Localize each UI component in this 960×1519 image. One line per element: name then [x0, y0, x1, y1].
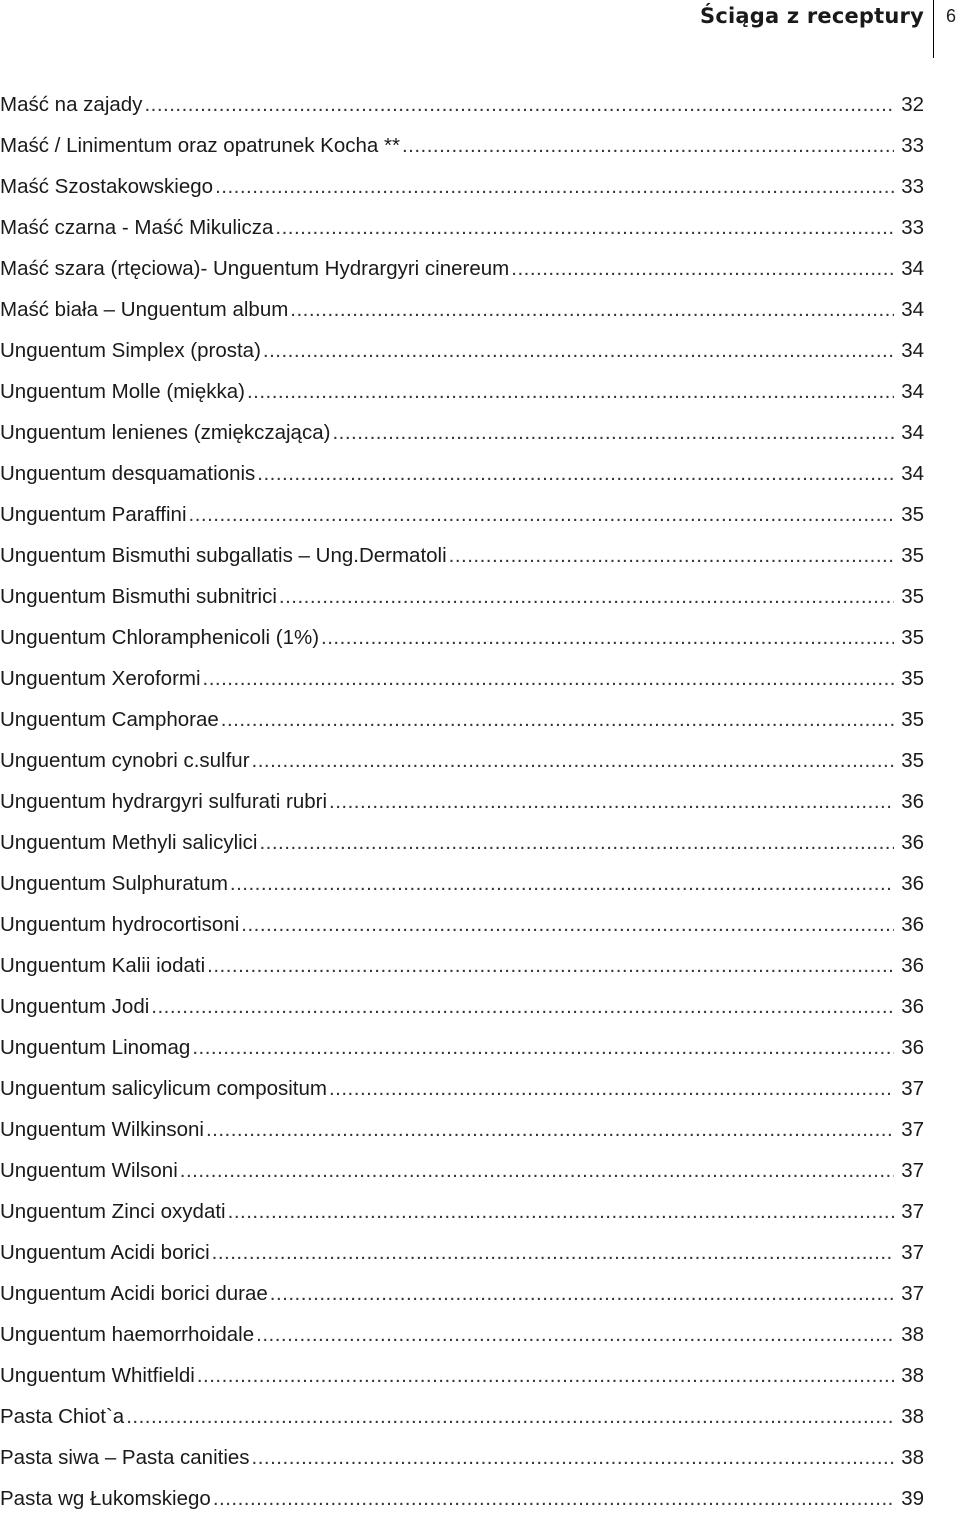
toc-dot-leader: [321, 617, 894, 658]
toc-entry[interactable]: [0, 617, 924, 658]
toc-entry-page: 38: [901, 1405, 924, 1428]
toc-entry-label: Pasta wg Łukomskiego: [0, 1487, 211, 1510]
toc-entry[interactable]: [0, 1027, 924, 1068]
toc-dot-leader: [329, 781, 894, 822]
toc-entry-label: Unguentum Xeroformi: [0, 667, 201, 690]
toc-entry[interactable]: [0, 371, 924, 412]
toc-dot-leader: [192, 1027, 894, 1068]
toc-entry[interactable]: [0, 1437, 924, 1478]
toc-dot-leader: [275, 207, 894, 248]
toc-entry-page: 39: [901, 1487, 924, 1510]
toc-entry-page: 37: [901, 1118, 924, 1141]
toc-entry-label: Unguentum Whitfieldi: [0, 1364, 195, 1387]
toc-entry-label: Unguentum Paraffini: [0, 503, 187, 526]
toc-dot-leader: [257, 453, 894, 494]
toc-entry[interactable]: [0, 986, 924, 1027]
toc-entry-page: 34: [901, 298, 924, 321]
toc-dot-leader: [279, 576, 894, 617]
toc-entry[interactable]: [0, 1314, 924, 1355]
toc-dot-leader: [259, 822, 894, 863]
toc-dot-leader: [270, 1273, 894, 1314]
toc-entry-page: 34: [901, 339, 924, 362]
toc-entry-page: 37: [901, 1241, 924, 1264]
table-of-contents: [0, 84, 924, 1519]
toc-entry-page: 32: [901, 93, 924, 116]
toc-entry-page: 35: [901, 544, 924, 567]
toc-entry-page: 36: [901, 872, 924, 895]
toc-entry[interactable]: [0, 1478, 924, 1519]
toc-entry-page: 37: [901, 1200, 924, 1223]
toc-entry[interactable]: [0, 289, 924, 330]
toc-entry[interactable]: [0, 207, 924, 248]
toc-entry[interactable]: [0, 699, 924, 740]
toc-entry-label: Pasta Chiot`a: [0, 1405, 125, 1428]
toc-dot-leader: [329, 1068, 894, 1109]
toc-entry-page: 35: [901, 626, 924, 649]
toc-entry[interactable]: [0, 863, 924, 904]
toc-entry[interactable]: [0, 1355, 924, 1396]
toc-entry-label: Maść / Linimentum oraz opatrunek Kocha **: [0, 134, 400, 157]
toc-dot-leader: [252, 740, 894, 781]
toc-dot-leader: [252, 1437, 894, 1478]
toc-entry[interactable]: [0, 781, 924, 822]
toc-entry[interactable]: [0, 494, 924, 535]
toc-entry[interactable]: [0, 1068, 924, 1109]
toc-dot-leader: [221, 699, 894, 740]
toc-dot-leader: [256, 1314, 894, 1355]
toc-dot-leader: [213, 1478, 894, 1519]
toc-entry-page: 34: [901, 421, 924, 444]
toc-dot-leader: [189, 494, 894, 535]
toc-dot-leader: [203, 658, 894, 699]
toc-entry-label: Maść Szostakowskiego: [0, 175, 214, 198]
toc-entry[interactable]: [0, 248, 924, 289]
toc-dot-leader: [206, 1109, 894, 1150]
toc-entry-page: 34: [901, 257, 924, 280]
toc-entry-label: Unguentum hydrocortisoni: [0, 913, 240, 936]
toc-entry-label: Unguentum Acidi borici: [0, 1241, 210, 1264]
toc-entry-page: 37: [901, 1282, 924, 1305]
toc-entry[interactable]: [0, 945, 924, 986]
toc-entry-page: 35: [901, 503, 924, 526]
toc-entry[interactable]: [0, 1191, 924, 1232]
toc-entry-label: Maść na zajady: [0, 93, 143, 116]
toc-dot-leader: [151, 986, 894, 1027]
toc-entry[interactable]: [0, 453, 924, 494]
toc-dot-leader: [290, 289, 894, 330]
toc-dot-leader: [449, 535, 894, 576]
toc-entry-label: Unguentum Camphorae: [0, 708, 219, 731]
toc-entry-page: 34: [901, 380, 924, 403]
toc-entry-page: 37: [901, 1077, 924, 1100]
toc-entry[interactable]: [0, 576, 924, 617]
toc-entry-page: 38: [901, 1364, 924, 1387]
toc-entry-label: Unguentum Bismuthi subnitrici: [0, 585, 277, 608]
toc-dot-leader: [207, 945, 894, 986]
toc-entry-page: 33: [901, 134, 924, 157]
toc-entry[interactable]: [0, 166, 924, 207]
toc-dot-leader: [215, 166, 894, 207]
toc-entry[interactable]: [0, 412, 924, 453]
toc-entry[interactable]: [0, 1150, 924, 1191]
toc-entry-label: Unguentum Jodi: [0, 995, 150, 1018]
toc-dot-leader: [197, 1355, 894, 1396]
header-title: Ściąga z receptury: [700, 4, 924, 28]
toc-dot-leader: [263, 330, 894, 371]
toc-entry-label: Unguentum hydrargyri sulfurati rubri: [0, 790, 327, 813]
toc-entry-page: 36: [901, 954, 924, 977]
toc-entry-label: Unguentum Chloramphenicoli (1%): [0, 626, 320, 649]
toc-entry-label: Unguentum lenienes (zmiękczająca): [0, 421, 331, 444]
toc-entry-page: 33: [901, 216, 924, 239]
toc-entry[interactable]: [0, 330, 924, 371]
toc-entry-page: 35: [901, 585, 924, 608]
toc-entry[interactable]: [0, 125, 924, 166]
toc-entry-label: Unguentum haemorrhoidale: [0, 1323, 255, 1346]
toc-entry-label: Unguentum Molle (miękka): [0, 380, 245, 403]
toc-entry[interactable]: [0, 658, 924, 699]
toc-entry[interactable]: [0, 1396, 924, 1437]
toc-entry[interactable]: [0, 535, 924, 576]
toc-entry-label: Maść biała – Unguentum album: [0, 298, 289, 321]
toc-entry-label: Unguentum Kalii iodati: [0, 954, 206, 977]
toc-entry[interactable]: [0, 904, 924, 945]
toc-entry[interactable]: [0, 84, 924, 125]
toc-entry-page: 34: [901, 462, 924, 485]
toc-entry-label: Unguentum Bismuthi subgallatis – Ung.Dermatoli: [0, 544, 447, 567]
toc-entry-page: 35: [901, 708, 924, 731]
toc-entry-label: Unguentum Wilkinsoni: [0, 1118, 204, 1141]
toc-entry-label: Unguentum Sulphuratum: [0, 872, 228, 895]
toc-entry[interactable]: [0, 740, 924, 781]
toc-entry-page: 36: [901, 790, 924, 813]
toc-entry-label: Unguentum Simplex (prosta): [0, 339, 261, 362]
toc-dot-leader: [247, 371, 894, 412]
toc-entry-label: Unguentum salicylicum compositum: [0, 1077, 327, 1100]
toc-entry[interactable]: [0, 1232, 924, 1273]
toc-entry[interactable]: [0, 822, 924, 863]
toc-entry-label: Unguentum Zinci oxydati: [0, 1200, 226, 1223]
toc-entry-page: 38: [901, 1323, 924, 1346]
toc-entry-page: 35: [901, 667, 924, 690]
toc-entry-page: 36: [901, 995, 924, 1018]
toc-entry[interactable]: [0, 1109, 924, 1150]
toc-entry-label: Unguentum Linomag: [0, 1036, 191, 1059]
toc-entry-label: Maść szara (rtęciowa)- Unguentum Hydrargyri cinereum: [0, 257, 510, 280]
toc-dot-leader: [511, 248, 894, 289]
toc-entry-label: Unguentum cynobri c.sulfur: [0, 749, 250, 772]
toc-dot-leader: [402, 125, 894, 166]
toc-entry-page: 36: [901, 913, 924, 936]
toc-dot-leader: [144, 84, 894, 125]
toc-dot-leader: [241, 904, 894, 945]
toc-entry-label: Unguentum Acidi borici durae: [0, 1282, 268, 1305]
toc-dot-leader: [180, 1150, 894, 1191]
header-divider: [933, 0, 934, 58]
page-number: 6: [946, 6, 957, 26]
toc-entry-page: 36: [901, 831, 924, 854]
toc-dot-leader: [228, 1191, 894, 1232]
toc-entry-page: 37: [901, 1159, 924, 1182]
toc-dot-leader: [126, 1396, 894, 1437]
toc-entry-page: 35: [901, 749, 924, 772]
toc-entry-label: Maść czarna - Maść Mikulicza: [0, 216, 274, 239]
toc-entry-label: Unguentum desquamationis: [0, 462, 256, 485]
toc-entry-page: 38: [901, 1446, 924, 1469]
toc-entry-label: Pasta siwa – Pasta canities: [0, 1446, 250, 1469]
toc-entry-label: Unguentum Methyli salicylici: [0, 831, 258, 854]
page-header: [0, 0, 960, 58]
toc-dot-leader: [230, 863, 894, 904]
toc-dot-leader: [212, 1232, 894, 1273]
toc-entry[interactable]: [0, 1273, 924, 1314]
toc-entry-page: 36: [901, 1036, 924, 1059]
toc-entry-label: Unguentum Wilsoni: [0, 1159, 178, 1182]
toc-dot-leader: [332, 412, 894, 453]
toc-entry-page: 33: [901, 175, 924, 198]
